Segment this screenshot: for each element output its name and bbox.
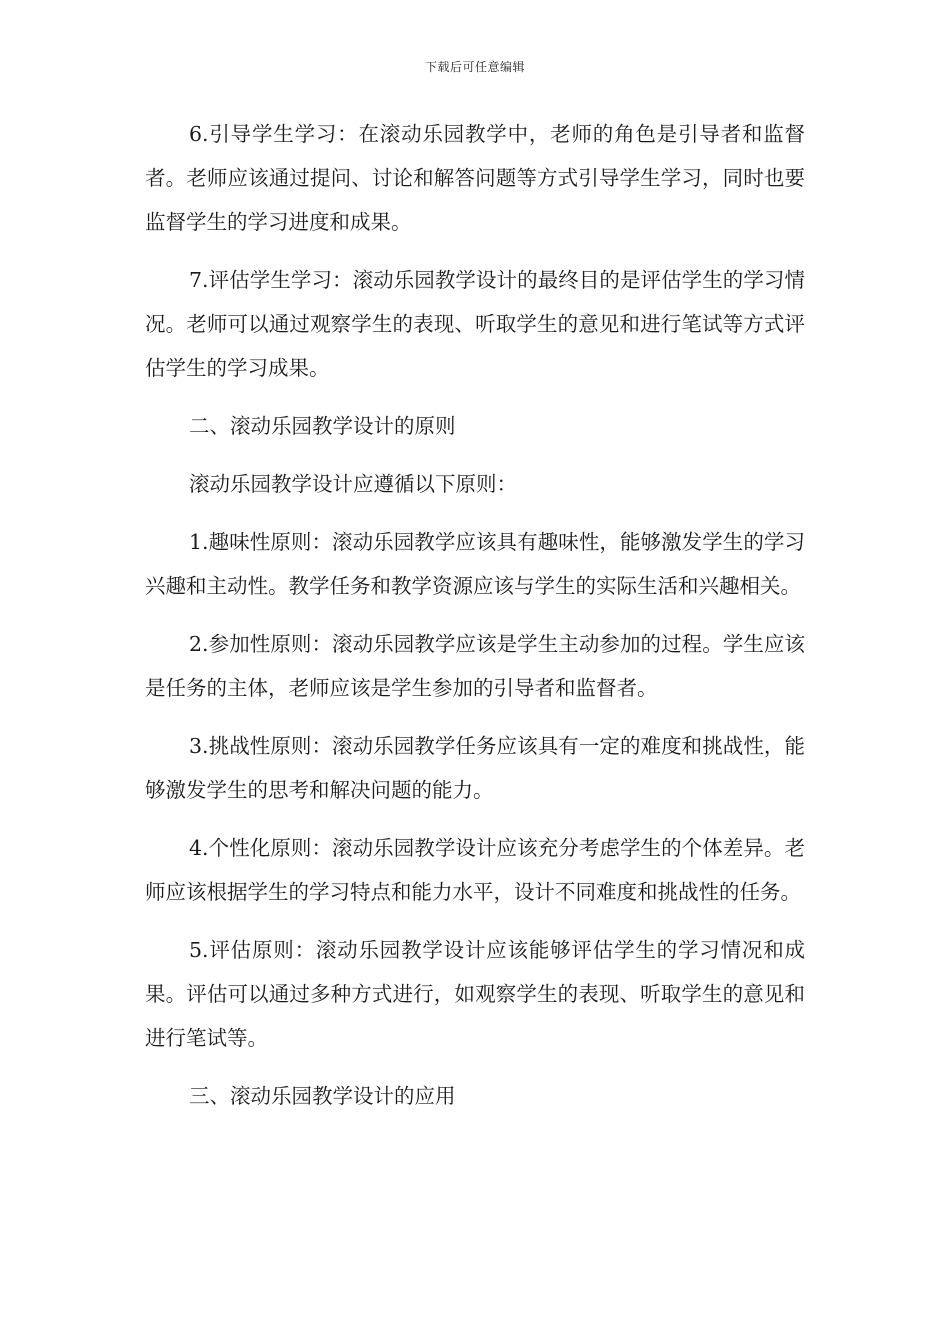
paragraph-principle-challenge: 3.挑战性原则：滚动乐园教学任务应该具有一定的难度和挑战性，能够激发学生的思考和解决问题的能力。 (145, 734, 805, 802)
header-note: 下载后可任意编辑 (424, 60, 525, 74)
section-heading-principles: 二、滚动乐园教学设计的原则 (189, 414, 456, 438)
paragraph-guide-learning: 6.引导学生学习：在滚动乐园教学中，老师的角色是引导者和监督者。老师应该通过提问、讨论和解答问题等方式引导学生学习，同时也要监督学生的学习进度和成果。 (145, 122, 805, 234)
paragraph-principles-intro: 滚动乐园教学设计应遵循以下原则： (189, 472, 517, 496)
paragraph-assess-learning: 7.评估学生学习：滚动乐园教学设计的最终目的是评估学生的学习情况。老师可以通过观察学生的表现、听取学生的意见和进行笔试等方式评估学生的学习成果。 (145, 268, 805, 380)
paragraph-principle-personalization: 4.个性化原则：滚动乐园教学设计应该充分考虑学生的个体差异。老师应该根据学生的学习特点和能力水平，设计不同难度和挑战性的任务。 (145, 836, 805, 904)
paragraph-principle-assessment: 5.评估原则：滚动乐园教学设计应该能够评估学生的学习情况和成果。评估可以通过多种方式进行，如观察学生的表现、听取学生的意见和进行笔试等。 (145, 938, 805, 1050)
section-heading-application: 三、滚动乐园教学设计的应用 (189, 1084, 456, 1108)
paragraph-principle-participation: 2.参加性原则：滚动乐园教学应该是学生主动参加的过程。学生应该是任务的主体，老师应该是学生参加的引导者和监督者。 (145, 632, 805, 700)
document-body (145, 112, 805, 1132)
paragraph-principle-fun: 1.趣味性原则：滚动乐园教学应该具有趣味性，能够激发学生的学习兴趣和主动性。教学任务和教学资源应该与学生的实际生活和兴趣相关。 (145, 530, 805, 598)
